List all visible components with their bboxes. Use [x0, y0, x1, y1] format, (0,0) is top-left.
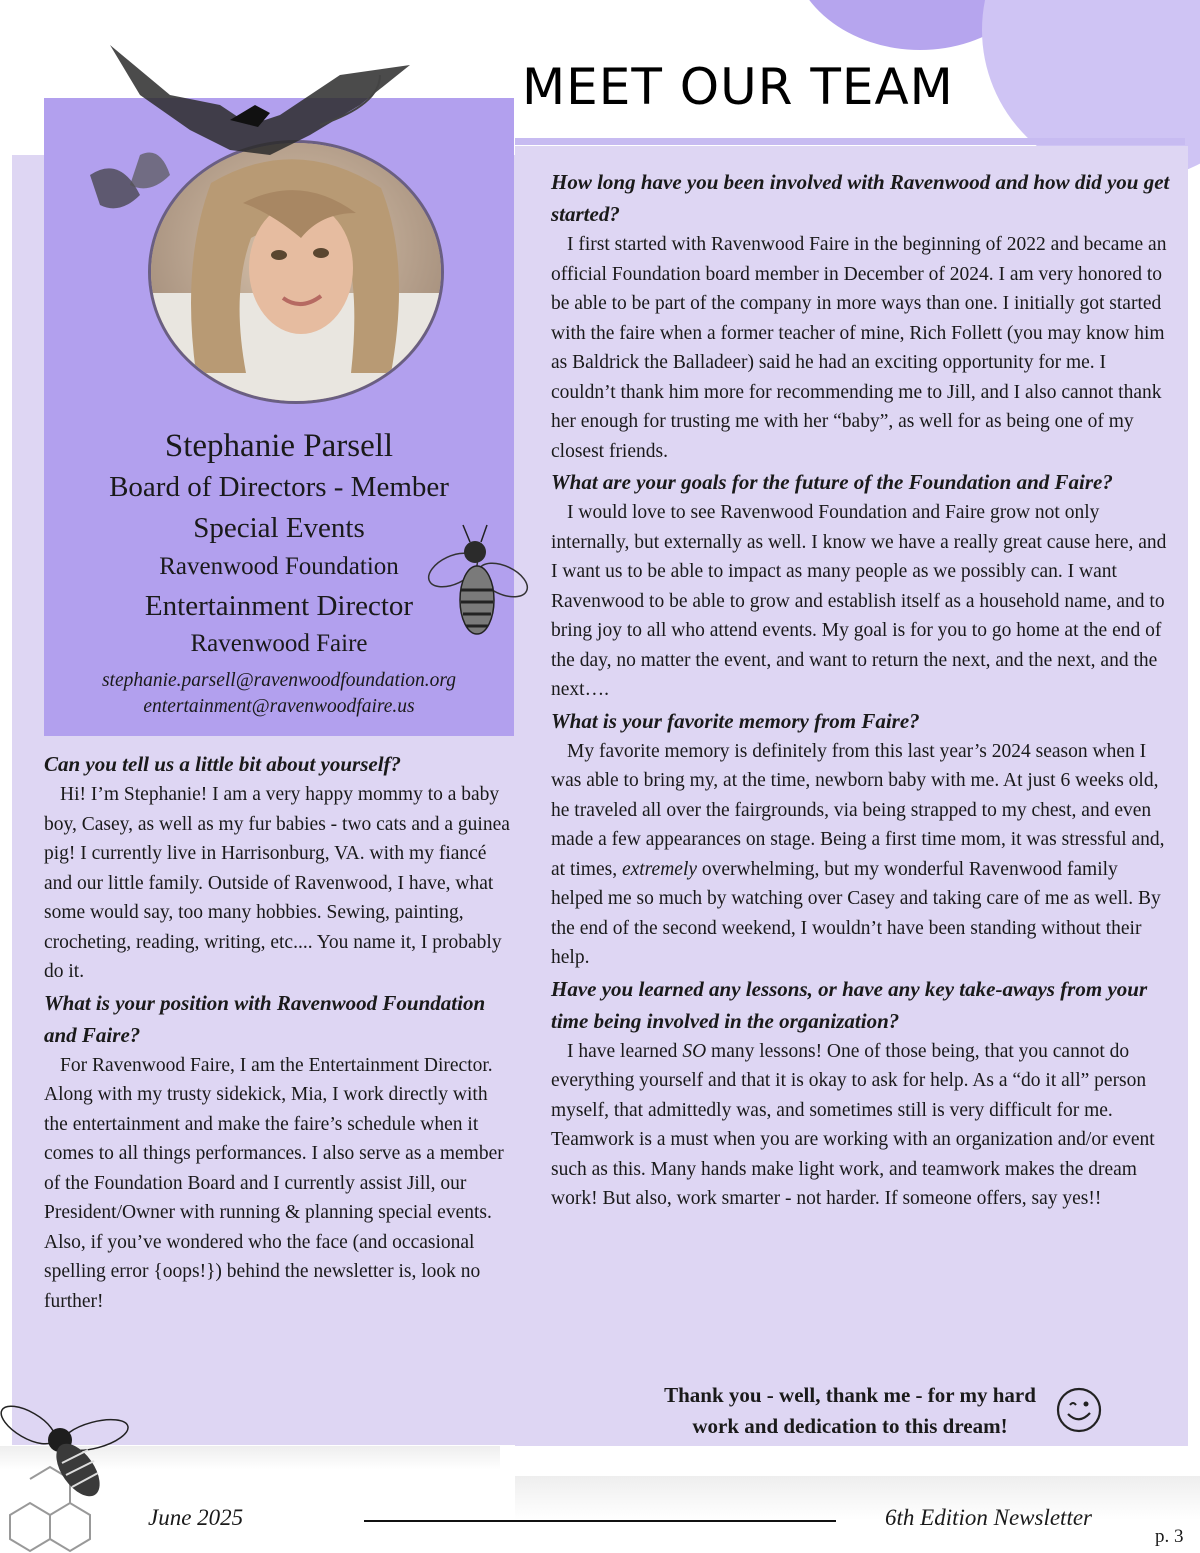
closing-line-1: Thank you - well, thank me - for my hard — [664, 1383, 1036, 1407]
profile-org-foundation: Ravenwood Foundation — [159, 553, 399, 580]
footer-edition: 6th Edition Newsletter — [885, 1505, 1092, 1530]
profile-email-faire[interactable]: entertainment@ravenwoodfaire.us — [143, 696, 415, 717]
page-title: MEET OUR TEAM — [522, 58, 954, 116]
answer-lessons — [551, 1037, 1171, 1214]
profile-email-foundation[interactable]: stephanie.parsell@ravenwoodfoundation.org — [101, 670, 457, 691]
smiley-icon — [1055, 1386, 1103, 1434]
page-number: p. 3 — [1155, 1526, 1184, 1547]
left-column — [44, 748, 514, 1316]
question-about-yourself: Can you tell us a little bit about yourself? — [44, 752, 402, 776]
answer-involvement: I first started with Ravenwood Faire in the beginning of 2022 and became an official Foundation board member in December of 2024. I am very honored to be able to be part of the company in more ways than one. I initially got started with the faire when a former teacher of mine, Rich Follett (you may know him as Baldrick the Balladeer) said he had an exciting opportunity for me. I couldn’t thank him more for recommending me to Jill, and I also cannot thank her enough for trusting me with her “baby”, as well for as being one of my closest friends. — [551, 234, 1167, 462]
profile-name: Stephanie Parsell — [164, 428, 394, 464]
question-favorite-memory: What is your favorite memory from Faire? — [551, 708, 920, 733]
profile-role-events: Special Events — [193, 512, 365, 544]
question-involvement: How long have you been involved with Ravenwood and how did you get started? — [551, 170, 1170, 226]
memory-emphasis: extremely — [621, 858, 698, 880]
profile-org-faire: Ravenwood Faire — [190, 630, 368, 657]
bee-illustration-icon — [425, 520, 530, 650]
title-underline — [515, 138, 1185, 145]
memory-text-1: My favorite memory is definitely from this last year’s 2024 season when I was able to bring my, at the time, newborn baby with me. At just 6 weeks old, he traveled all over the fairgrounds, via being strapped to my chest, and even made a few appearances on stage. Being a first time mom, it was stressful and, at times, — [551, 740, 1165, 880]
answer-favorite-memory — [551, 737, 1171, 973]
right-column — [551, 166, 1171, 1214]
question-position: What is your position with Ravenwood Foundation and Faire? — [44, 990, 486, 1047]
answer-about-yourself: Hi! I’m Stephanie! I am a very happy mommy to a baby boy, Casey, as well as my fur babies - two cats and a guinea pig! I currently live in Harrisonburg, VA. with my fiancé and our little family. Outside of Ravenwood, I have, what some would say, too many hobbies. Sewing, painting, crocheting, reading, writing, etc.... You name it, I probably do it. — [44, 784, 510, 982]
profile-role-board: Board of Directors - Member — [109, 471, 449, 503]
lessons-emphasis: SO — [682, 1040, 707, 1062]
answer-position: For Ravenwood Faire, I am the Entertainment Director. Along with my trusty sidekick, Mia, I work directly with the entertainment and make the faire’s schedule when it comes to all things performances. I also serve as a member of the Foundation Board and I currently assist Jill, our President/Owner with running & planning special events. Also, if you’ve wondered who the face (and occasional spelling error {oops!}) behind the newsletter is, look no further! — [44, 1054, 504, 1312]
question-lessons: Have you learned any lessons, or have any key take-aways from your time being involved in the organization? — [551, 976, 1148, 1033]
memory-text-2: overwhelming, but my wonderful Ravenwood family helped me so much by watching over Casey and taking care of me as well. By the end of the second weekend, I wouldn’t have been standing without their help. — [551, 858, 1161, 968]
footer-rule — [364, 1520, 836, 1522]
footer-shadow-right — [515, 1476, 1200, 1520]
answer-goals: I would love to see Ravenwood Foundation and Faire grow not only internally, but externally as well. I know we have a really great cause here, and I want us to be able to impact as many people as we possibly can. I want Ravenwood to be able to grow and establish itself as a household name, and to bring joy to all who attend events. My goal is for you to go home at the end of the day, no matter the event, and want to return the next, and the next, and the next…. — [551, 502, 1167, 700]
honeycomb-bee-icon — [0, 1395, 160, 1553]
lessons-text-1: I have learned — [567, 1040, 678, 1062]
profile-role-entertainment: Entertainment Director — [144, 590, 414, 622]
closing-message — [560, 1380, 1140, 1442]
lessons-text-2: many lessons! One of those being, that you cannot do everything yourself and that it is okay to ask for help. As a “do it all” person myself, that admittedly was, and sometimes still is very difficult for me. Teamwork is a must when you are working with an organization and/or event such as this. Many hands make light work, and teamwork makes the dream work! But also, work smarter - not harder. If someone offers, say yes!! — [551, 1040, 1155, 1209]
closing-line-2: work and dedication to this dream! — [692, 1414, 1008, 1438]
crow-illustration-icon — [80, 35, 440, 235]
footer-date: June 2025 — [148, 1505, 244, 1530]
question-goals: What are your goals for the future of the Foundation and Faire? — [551, 470, 1113, 494]
